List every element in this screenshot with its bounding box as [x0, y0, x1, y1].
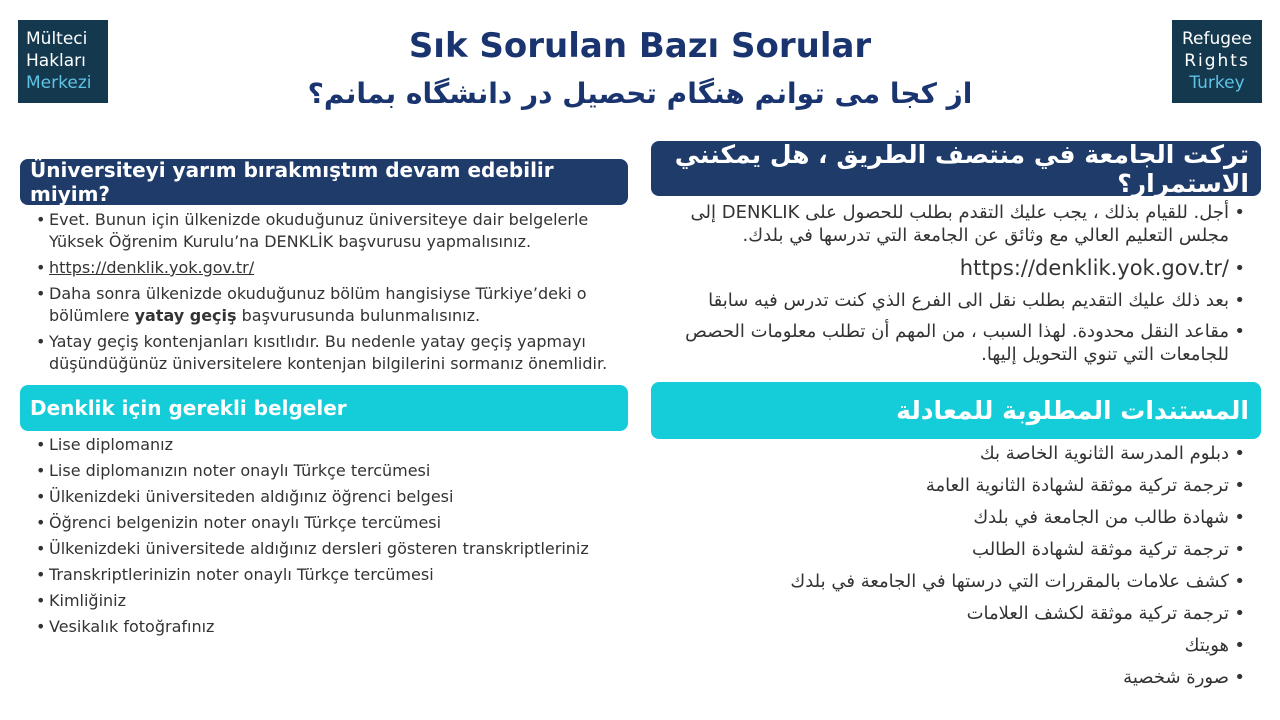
- right-docs-heading-text: المستندات المطلوبة للمعادلة: [896, 396, 1249, 425]
- logo-right-line1: Refugee: [1182, 29, 1252, 49]
- left-doc-4: Öğrenci belgenizin noter onaylı Türkçe tercümesi: [49, 513, 442, 532]
- logo-right-line2: Rights: [1184, 51, 1250, 71]
- logo-refugee-rights-turkey: [1172, 20, 1262, 103]
- left-doc-2: Lise diplomanızın noter onaylı Türkçe tercümesi: [49, 461, 431, 480]
- right-docs-list: [665, 442, 1245, 689]
- list-item: [665, 634, 1245, 657]
- left-answer-1: Evet. Bunun için ülkenizde okuduğunuz üniversiteye dair belgelerle Yüksek Öğrenim Kurulu’na DENKLİK başvurusu yapmalısınız.: [49, 210, 589, 251]
- page-title: Sık Sorulan Bazı Sorular: [408, 26, 872, 66]
- list-item: [665, 570, 1245, 593]
- left-doc-3: Ülkenizdeki üniversiteden aldığınız öğrenci belgesi: [49, 487, 454, 506]
- right-answer-1: أجل. للقيام بذلك ، يجب عليك التقدم بطلب للحصول على DENKLIK إلى مجلس التعليم العالي مع وثائق عن الجامعة التي تدرسها في بلدك.: [690, 202, 1229, 246]
- right-question-heading: [651, 141, 1261, 196]
- list-item: [665, 602, 1245, 625]
- logo-left-line1: Mülteci: [26, 29, 88, 49]
- list-item: [36, 512, 626, 534]
- right-answer-list: [665, 201, 1245, 366]
- right-doc-7: هويتك: [1184, 635, 1229, 656]
- denklik-link[interactable]: https://denklik.yok.gov.tr/: [49, 258, 255, 277]
- list-item: [36, 538, 626, 560]
- right-doc-6: ترجمة تركية موثقة لكشف العلامات: [966, 603, 1229, 624]
- left-answer-list: [36, 209, 626, 379]
- logo-left-line2: Hakları: [26, 51, 86, 71]
- list-item: [665, 666, 1245, 689]
- list-item: [36, 486, 626, 508]
- right-docs-heading: [651, 382, 1261, 439]
- right-doc-4: ترجمة تركية موثقة لشهادة الطالب: [972, 539, 1229, 560]
- list-item: [665, 506, 1245, 529]
- list-item: [665, 474, 1245, 497]
- list-item: [36, 257, 626, 279]
- left-doc-8: Vesikalık fotoğrafınız: [49, 617, 215, 636]
- list-item: [36, 331, 626, 375]
- right-denklik-link[interactable]: https://denklik.yok.gov.tr/: [959, 256, 1229, 280]
- left-answer-3-post: başvurusunda bulunmalısınız.: [236, 306, 481, 325]
- logo-right-line3: Turkey: [1189, 73, 1245, 93]
- right-question-heading-text: تركت الجامعة في منتصف الطريق ، هل يمكنني الاستمرار؟: [674, 139, 1249, 198]
- right-doc-3: شهادة طالب من الجامعة في بلدك: [973, 507, 1229, 528]
- list-item: [36, 616, 626, 638]
- list-item: [665, 442, 1245, 465]
- list-item: [36, 590, 626, 612]
- page-subtitle: از کجا می توانم هنگام تحصیل در دانشگاه بمانم؟: [307, 77, 973, 110]
- logo-left-line3: Merkezi: [26, 73, 92, 93]
- left-doc-6: Transkriptlerinizin noter onaylı Türkçe tercümesi: [49, 565, 434, 584]
- left-doc-5: Ülkenizdeki üniversitede aldığınız dersleri gösteren transkriptleriniz: [49, 539, 589, 558]
- list-item: [36, 209, 626, 253]
- left-answer-4: Yatay geçiş kontenjanları kısıtlıdır. Bu nedenle yatay geçiş yapmayı düşündüğünüz üniversitelere kontenjan bilgilerini sormanız önemlidir.: [49, 332, 608, 373]
- right-answer-3: بعد ذلك عليك التقديم بطلب نقل الى الفرع الذي كنت تدرس فيه سابقا: [708, 290, 1229, 311]
- left-docs-list: [36, 434, 626, 642]
- list-item: [665, 289, 1245, 312]
- right-doc-8: صورة شخصية: [1123, 667, 1229, 688]
- left-question-heading: [20, 159, 628, 205]
- list-item: [665, 538, 1245, 561]
- right-doc-1: دبلوم المدرسة الثانوية الخاصة بك: [979, 443, 1229, 464]
- list-item: [36, 564, 626, 586]
- left-answer-3-pre: Daha sonra ülkenizde okuduğunuz bölüm hangisiyse Türkiye’deki o bölümlere: [49, 284, 587, 325]
- left-question-heading-text: Üniversiteyi yarım bırakmıştım devam edebilir miyim?: [30, 158, 554, 206]
- logo-multeci-haklari-merkezi: [18, 20, 108, 103]
- list-item: [36, 460, 626, 482]
- list-item: [665, 257, 1245, 281]
- left-docs-heading: [20, 385, 628, 431]
- left-answer-3-bold: yatay geçiş: [134, 306, 237, 325]
- left-doc-1: Lise diplomanız: [49, 435, 173, 454]
- list-item: [665, 320, 1245, 366]
- list-item: [36, 434, 626, 456]
- list-item: [665, 201, 1245, 247]
- right-answer-4: مقاعد النقل محدودة. لهذا السبب ، من المهم أن تطلب معلومات الحصص للجامعات التي تنوي التحويل إليها.: [685, 321, 1229, 365]
- left-doc-7: Kimliğiniz: [49, 591, 126, 610]
- right-doc-2: ترجمة تركية موثقة لشهادة الثانوية العامة: [925, 475, 1229, 496]
- right-doc-5: كشف علامات بالمقررات التي درستها في الجامعة في بلدك: [790, 571, 1229, 592]
- list-item: [36, 283, 626, 327]
- left-docs-heading-text: Denklik için gerekli belgeler: [30, 396, 347, 420]
